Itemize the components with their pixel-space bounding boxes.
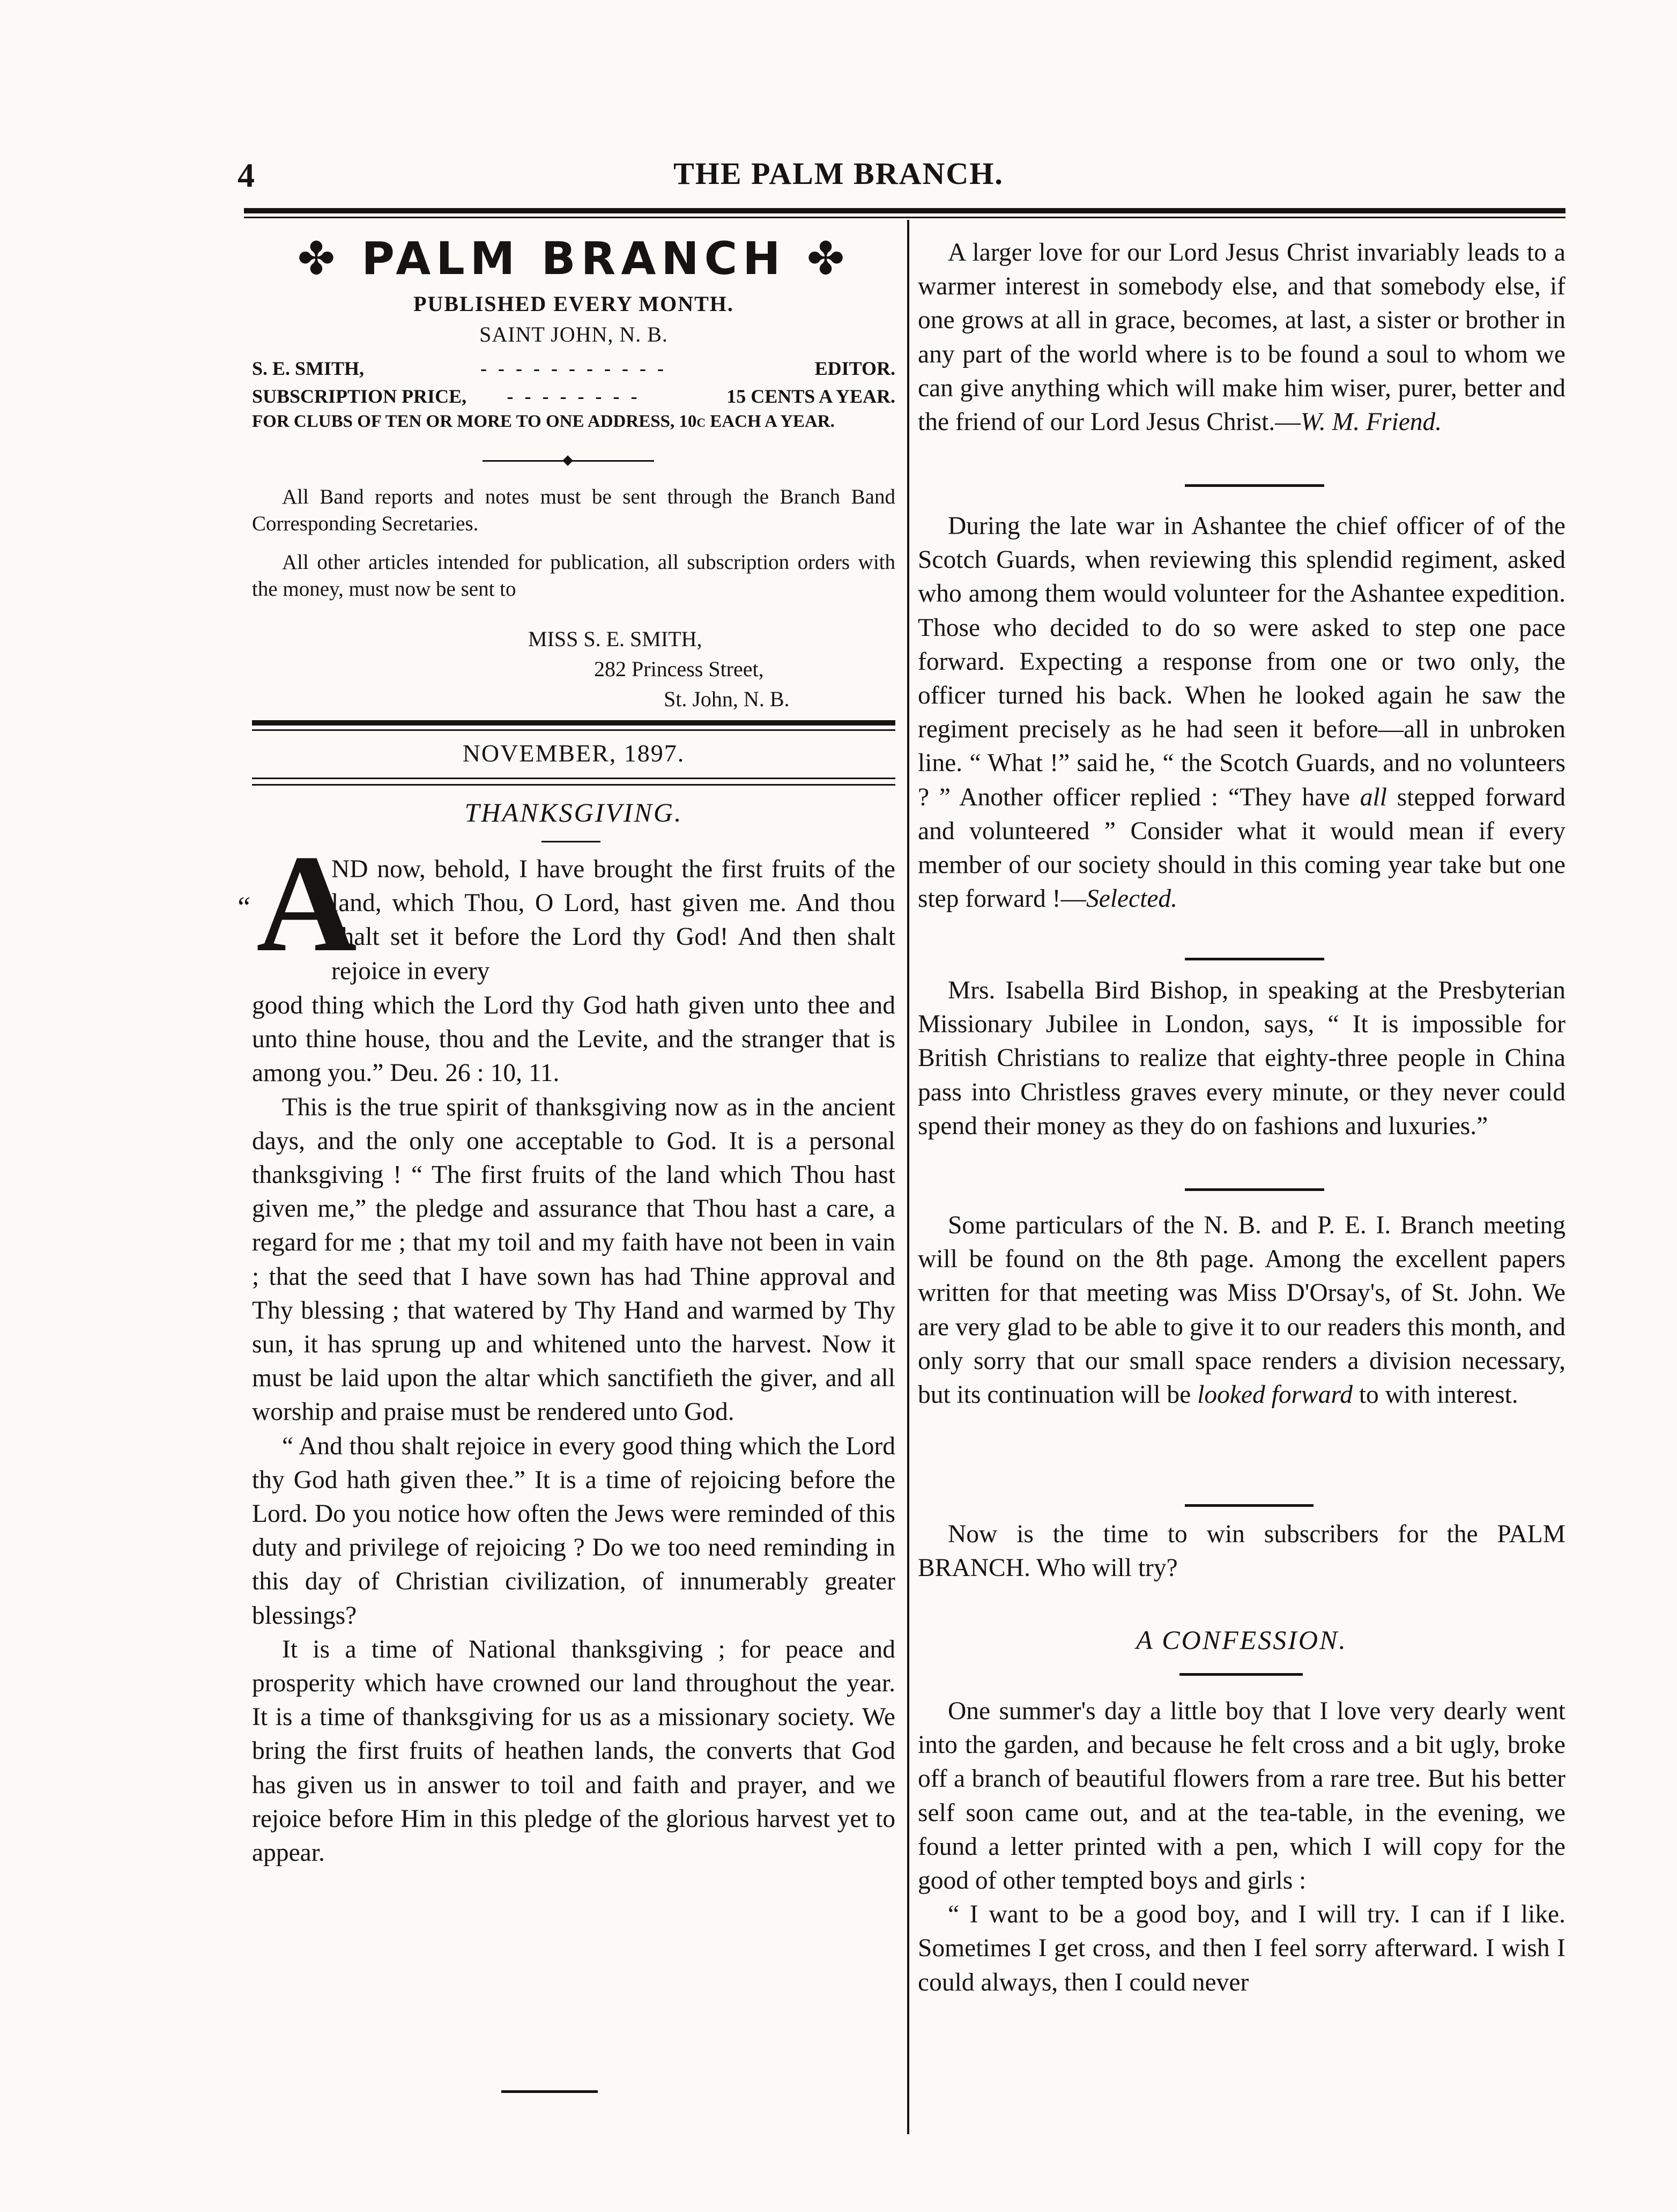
paragraph: During the late war in Ashantee the chief officer of of the Scotch Guards, when reviewing this splendid regiment, asked who among them would volunteer for the Ashantee expedition. Those who decided to do so were asked to step one pace forward. Expecting a response from one or two only, the officer turned his back. When he looked again he saw the regiment precisely as he had seen it before—all in unbroken line. “ What !” said he, “ the Scotch Guards, and no volunteers ? ” Another officer replied : “They have all stepped forward and volunteered ” Consider what it would mean if every member of our society should in this coming year take but one step forward !—Selected. xyxy=(918,512,1566,913)
item-bird-bishop xyxy=(918,974,1565,1143)
date-rule-bottom xyxy=(252,784,895,786)
subscription-label: SUBSCRIPTION PRICE, xyxy=(252,386,467,407)
article-title-thanksgiving: THANKSGIVING. xyxy=(464,797,683,827)
issue-date: NOVEMBER, 1897. xyxy=(462,739,685,767)
thanksgiving-opening xyxy=(331,853,895,988)
ornament-diamond xyxy=(562,455,573,466)
subscription-price: 15 CENTS A YEAR. xyxy=(726,386,895,407)
running-title: THE PALM BRANCH. xyxy=(673,156,1004,191)
opening-lines: ND now, behold, I have brought the first fruits of the land, which Thou, O Lord, hast given me. And thou shalt set it before the Lord thy God! And then shalt rejoice in every xyxy=(331,855,895,985)
separator-rule xyxy=(1185,958,1324,960)
column-divider xyxy=(907,220,909,2134)
paragraph: Some particulars of the N. B. and P. E. I. Branch meeting will be found on the 8th page. Among the excellent papers written for that meeting was Miss D'Orsay's, of St. John. We are very glad to be able to give it to our readers this month, and only sorry that our small space renders a division necessary, but its continuation will be looked forward to with interest. xyxy=(918,1211,1565,1409)
drop-cap-quote: “ xyxy=(235,891,251,923)
title-underline xyxy=(541,841,600,842)
notice-band-reports: All Band reports and notes must be sent through the Branch Band Corresponding Secretaries. xyxy=(252,485,895,535)
paragraph: Mrs. Isabella Bird Bishop, in speaking at the Presbyterian Missionary Jubilee in London, says, “ It is impossible for British Christians to realize that eighty-three people in China pass into Christless graves every minute, or they never could spend their money as they do on fashions and luxuries.” xyxy=(918,976,1565,1140)
item-branch-meeting xyxy=(918,1209,1565,1412)
item-subscribers xyxy=(918,1518,1565,1585)
masthead-subtitle: PUBLISHED EVERY MONTH. xyxy=(413,292,734,316)
signature: Selected. xyxy=(1086,885,1178,913)
address-city: St. John, N. B. xyxy=(664,687,790,711)
paragraph: “ And thou shalt rejoice in every good thing which the Lord thy God hath given thee.” It is a time of rejoicing before the Lord. Do you notice how often the Jews were reminded of this duty and privilege of rejoicing ? Do we too need reminding in this day of Christian civilization, of innumerably greater blessings? xyxy=(252,1432,895,1630)
thanksgiving-body xyxy=(252,989,895,1870)
separator-rule xyxy=(1185,484,1324,487)
editor-role: EDITOR. xyxy=(814,358,895,379)
item-larger-love xyxy=(918,236,1565,439)
address-street: 282 Princess Street, xyxy=(594,657,764,681)
paragraph: Now is the time to win subscribers for the PALM BRANCH. Who will try? xyxy=(918,1520,1565,1582)
separator-rule xyxy=(1185,1188,1324,1191)
article-end-rule xyxy=(501,2090,598,2093)
header-rule-heavy xyxy=(244,208,1565,213)
address-name: MISS S. E. SMITH, xyxy=(528,627,702,651)
masthead-rule-heavy xyxy=(252,720,895,726)
masthead-title: ✤ PALM BRANCH ✤ xyxy=(297,232,850,285)
masthead-rule-thin xyxy=(252,729,895,731)
subscription-row xyxy=(252,385,895,408)
signature: W. M. Friend. xyxy=(1300,408,1442,437)
separator-rule xyxy=(1179,1673,1303,1676)
date-rule-top xyxy=(252,778,895,779)
masthead-place: SAINT JOHN, N. B. xyxy=(479,322,668,346)
item-scotch-guards xyxy=(918,509,1565,916)
page-number: 4 xyxy=(238,156,255,194)
header-rule-thin xyxy=(244,217,1565,218)
paragraph: It is a time of National thanksgiving ; for peace and prosperity which have crowned our land throughout the year. It is a time of thanksgiving for us as a missionary society. We bring the first fruits of heathen lands, the converts that God has given us in answer to toil and faith and prayer, and we rejoice before Him in this pledge of the glorious harvest yet to appear. xyxy=(252,1635,895,1867)
editor-row xyxy=(252,357,895,380)
notice-articles: All other articles intended for publication, all subscription orders with the money, must now be sent to xyxy=(252,551,895,601)
separator-rule xyxy=(1185,1504,1314,1507)
editor-leader-dots: - - - - - - - - - - - xyxy=(480,358,667,379)
subscription-leader-dots: - - - - - - - - xyxy=(507,386,641,407)
confession-body xyxy=(918,1695,1565,2000)
paragraph: One summer's day a little boy that I love very dearly went into the garden, and because he felt cross and a bit ugly, broke off a branch of beautiful flowers from a rare tree. But his better self soon came out, and at the tea-table, in the evening, we found a letter printed with a pen, which I will copy for the good of other tempted boys and girls : xyxy=(918,1697,1565,1895)
paragraph: This is the true spirit of thanksgiving now as in the ancient days, and the only one acceptable to God. It is a personal thanksgiving ! “ The first fruits of the land which Thou hast given me,” the pledge and assurance that Thou hast a care, a regard for me ; that my toil and my faith have not been in vain ; that the seed that I have sown has had Thine approval and Thy blessing ; that watered by Thy Hand and warmed by Thy sun, it has sprung up and whitened unto the harvest. Now it must be laid upon the altar which sanctifieth the giver, and all worship and praise must be rendered unto God. xyxy=(252,1093,895,1426)
paragraph: good thing which the Lord thy God hath given unto thee and unto thine house, thou and the Levite, and the stranger that is among you.” Deu. 26 : 10, 11. xyxy=(252,992,895,1087)
drop-cap: A xyxy=(256,826,357,981)
paragraph: “ I want to be a good boy, and I will try. I can if I like. Sometimes I get cross, and then I feel sorry afterward. I wish I could always, then I could never xyxy=(918,1900,1565,1996)
paragraph: A larger love for our Lord Jesus Christ invariably leads to a warmer interest in somebody else, and that somebody else, if one grows at all in grace, becomes, at last, a sister or brother in any part of the world where is to be found a soul to whom we can give anything which will make him wiser, purer, better and the friend of our Lord Jesus Christ.—W. M. Friend. xyxy=(918,239,1565,437)
club-rate-row: FOR CLUBS OF TEN OR MORE TO ONE ADDRESS, 10c EACH A YEAR. xyxy=(252,412,835,431)
article-title-confession: A CONFESSION. xyxy=(1136,1625,1347,1655)
editor-name: S. E. SMITH, xyxy=(252,358,365,379)
